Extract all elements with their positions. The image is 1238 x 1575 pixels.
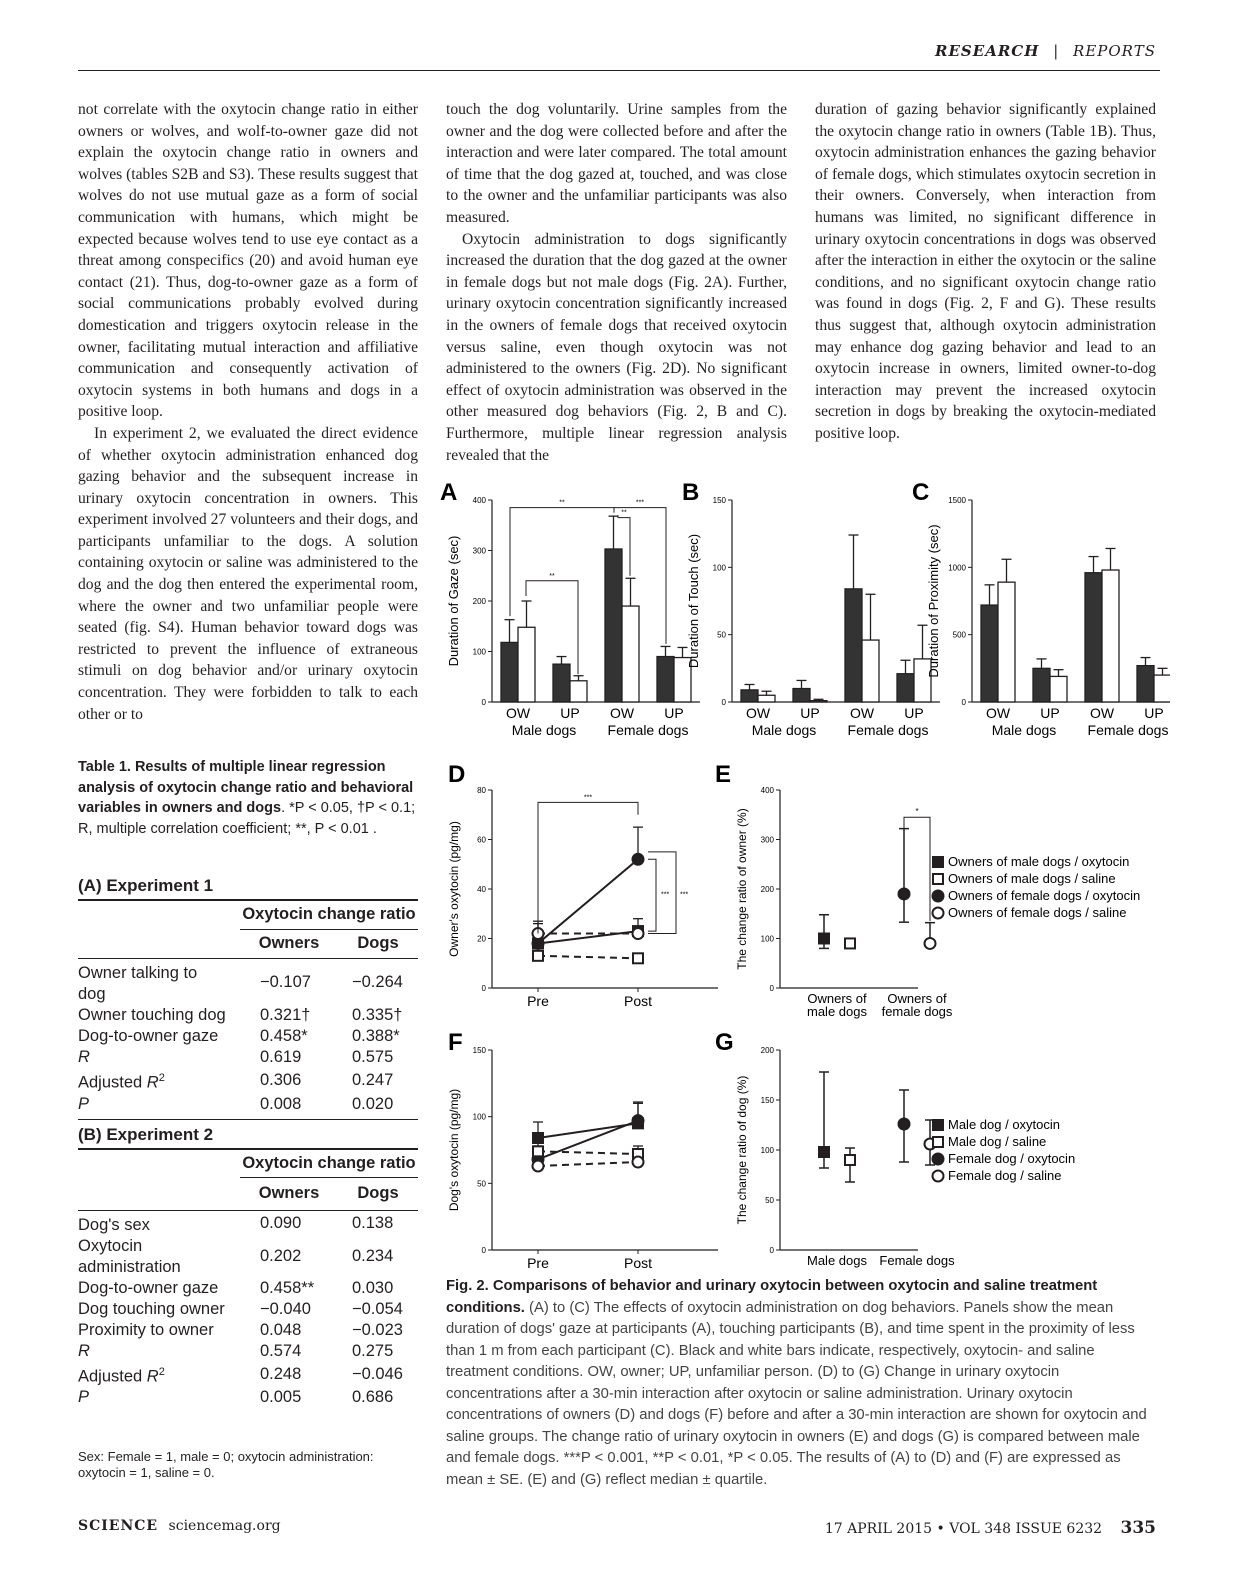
bar-oxytocin bbox=[981, 605, 998, 702]
y-axis-label: Duration of Touch (sec) bbox=[686, 533, 701, 669]
bar-oxytocin bbox=[1085, 573, 1102, 702]
data-point bbox=[819, 1147, 829, 1157]
y-tick-label: 200 bbox=[472, 597, 486, 606]
bar-oxytocin bbox=[1033, 668, 1050, 702]
panel-letter-c: C bbox=[912, 479, 930, 506]
x-tick-label: OW bbox=[745, 705, 771, 721]
bar-oxytocin bbox=[605, 549, 622, 702]
paragraph: not correlate with the oxytocin change ratio in either owners or wolves, and wolf-to-owner gaze did not explain the oxytocin change ratio in owners and wolves (tables S2B and S3). These results suggest that wolves do not use mutual gaze as a form of social communication with humans, which might be expected because wolves tend to use eye contact as a threat among conspecifics (20) and avoid human eye contact (21). Thus, dog-to-owner gaze as a form of social communications probably evolved during domestication and triggers oxytocin release in the owner, facilitating mutual interaction and affiliative communication and consequently activation of oxytocin systems in both humans and dogs in a positive loop. bbox=[78, 101, 418, 421]
bar-saline bbox=[862, 640, 879, 702]
cell-dogs: 0.388* bbox=[352, 1027, 400, 1045]
legend-marker bbox=[933, 857, 943, 867]
y-tick-label: 1000 bbox=[948, 563, 966, 573]
significance-marker: ** bbox=[559, 499, 565, 507]
table-row bbox=[78, 1094, 418, 1115]
cell-owners: 0.202 bbox=[260, 1247, 302, 1265]
row-label: Owner talking to dog bbox=[78, 964, 198, 1003]
significance-marker: *** bbox=[635, 499, 645, 507]
figure-2 bbox=[440, 470, 1170, 1275]
cell-dogs: 0.247 bbox=[352, 1071, 394, 1090]
legend-marker bbox=[933, 1154, 944, 1165]
bar-oxytocin bbox=[1137, 666, 1154, 702]
y-tick-label: 200 bbox=[760, 885, 774, 894]
y-tick-label: 0 bbox=[769, 984, 774, 993]
cell-dogs: −0.023 bbox=[352, 1320, 403, 1339]
table-row bbox=[78, 1047, 418, 1068]
data-point bbox=[845, 1155, 855, 1165]
cell-dogs: 0.020 bbox=[352, 1094, 394, 1113]
cell-dogs: −0.046 bbox=[352, 1364, 403, 1383]
cell-owners: 0.048 bbox=[260, 1320, 302, 1339]
y-tick-label: 400 bbox=[760, 786, 774, 795]
page-number: 335 bbox=[1120, 1518, 1156, 1538]
table-row bbox=[78, 1236, 418, 1278]
table-footnote: Sex: Female = 1, male = 0; oxytocin administration: oxytocin = 1, saline = 0. bbox=[78, 1449, 374, 1480]
y-tick-label: 0 bbox=[481, 1246, 486, 1255]
table-caption bbox=[78, 757, 418, 839]
group-label: Female dogs bbox=[847, 722, 929, 738]
significance-bracket bbox=[904, 817, 930, 921]
data-point bbox=[925, 938, 936, 949]
paragraph: In experiment 2, we evaluated the direct evidence of whether oxytocin administration enhanced dog gazing behavior and the subsequent increase in urinary oxytocin concentration in owners. This experiment involved 27 volunteers and their dogs, and participants unfamiliar to the dogs. A solution containing oxytocin or saline was administered to the dog and the dog then entered the experimental room, where the owner and two unfamiliar people were seated (fig. S4). Human behavior toward dogs was restricted to prevent the influence of extraneous stimuli on dog behavior and/or urinary oxytocin concentration. They were forbidden to talk to each other or to bbox=[78, 424, 418, 723]
row-label: Oxytocin administration bbox=[78, 1236, 181, 1276]
figure-caption bbox=[446, 1276, 1158, 1491]
table-row bbox=[78, 959, 418, 1006]
bar-oxytocin bbox=[793, 689, 810, 702]
column-header-dogs: Dogs bbox=[338, 1178, 418, 1211]
data-point bbox=[845, 938, 855, 948]
table-row bbox=[78, 1210, 418, 1236]
row-label: Adjusted $R^2$ bbox=[78, 1365, 165, 1385]
table-section-title: (A) Experiment 1 bbox=[78, 876, 214, 895]
x-tick-label: UP bbox=[1040, 705, 1060, 721]
bar-saline bbox=[998, 582, 1015, 702]
y-tick-label: 100 bbox=[712, 563, 726, 573]
data-point bbox=[633, 1115, 644, 1126]
data-point bbox=[899, 1119, 910, 1130]
row-label: P bbox=[78, 1388, 90, 1406]
y-tick-label: 0 bbox=[961, 698, 966, 707]
data-point bbox=[819, 934, 829, 944]
cell-dogs: 0.686 bbox=[352, 1388, 394, 1406]
legend-label: Female dog / saline bbox=[948, 1168, 1062, 1183]
y-tick-label: 0 bbox=[769, 1246, 774, 1255]
cell-owners: 0.005 bbox=[260, 1388, 302, 1406]
table-group-header: Oxytocin change ratio bbox=[240, 1150, 418, 1178]
issue-info: 17 APRIL 2015 • VOL 348 ISSUE 6232 bbox=[824, 1521, 1103, 1537]
y-tick-label: 50 bbox=[717, 630, 726, 640]
y-tick-label: 100 bbox=[760, 934, 774, 944]
section-label: RESEARCH bbox=[935, 42, 1040, 60]
y-tick-label: 80 bbox=[477, 786, 486, 795]
row-label: P bbox=[78, 1094, 90, 1113]
cell-owners: 0.306 bbox=[260, 1071, 302, 1090]
legend-label: Owners of male dogs / oxytocin bbox=[948, 854, 1130, 869]
y-tick-label: 0 bbox=[721, 698, 726, 707]
table-row bbox=[78, 1362, 418, 1388]
text-column-3 bbox=[815, 99, 1156, 445]
panel-letter-e: E bbox=[715, 761, 732, 788]
table-row bbox=[78, 1278, 418, 1299]
bar-saline bbox=[622, 606, 639, 702]
table-section-title: (B) Experiment 2 bbox=[78, 1119, 418, 1148]
cell-dogs: 0.030 bbox=[352, 1278, 394, 1297]
row-label: Proximity to owner bbox=[78, 1320, 214, 1339]
significance-marker: ** bbox=[621, 509, 627, 517]
table-row bbox=[78, 1320, 418, 1341]
y-tick-label: 200 bbox=[760, 1046, 774, 1055]
legend-label: Owners of female dogs / oxytocin bbox=[948, 888, 1141, 903]
data-point bbox=[533, 951, 543, 961]
group-label: Male dogs bbox=[751, 722, 817, 738]
footer-journal bbox=[78, 1518, 281, 1534]
cell-dogs: −0.054 bbox=[352, 1299, 403, 1318]
y-tick-label: 60 bbox=[477, 835, 486, 845]
table-row bbox=[78, 1299, 418, 1320]
legend-marker bbox=[933, 1137, 943, 1147]
row-label: Adjusted $R^2$ bbox=[78, 1072, 165, 1092]
running-header bbox=[935, 42, 1156, 60]
footer-issue bbox=[825, 1518, 1156, 1538]
bar-oxytocin bbox=[657, 657, 674, 702]
x-tick-label: UP bbox=[800, 705, 820, 721]
y-tick-label: 300 bbox=[472, 546, 486, 556]
bar-oxytocin bbox=[553, 664, 570, 702]
y-tick-label: 500 bbox=[952, 630, 966, 640]
y-axis-label: Dog's oxytocin (pg/mg) bbox=[447, 1088, 461, 1212]
y-tick-label: 100 bbox=[472, 1112, 486, 1122]
legend-label: Female dog / oxytocin bbox=[948, 1151, 1076, 1166]
legend-label: Owners of male dogs / saline bbox=[948, 871, 1116, 886]
significance-bracket bbox=[648, 859, 656, 931]
y-axis-label: Owner's oxytocin (pg/mg) bbox=[447, 821, 461, 957]
cell-owners: 0.458* bbox=[260, 1027, 308, 1045]
group-label: Female dogs bbox=[607, 722, 689, 738]
header-rule bbox=[78, 70, 1160, 71]
data-point bbox=[533, 1146, 543, 1156]
paragraph: Oxytocin administration to dogs significantly increased the duration that the dog gazed at the owner in female dogs but not male dogs (Fig. 2A). Further, urinary oxytocin concentration significantly increased in the owners of female dogs that received oxytocin versus saline, even though oxytocin was not administered to the owners (Fig. 2D). No significant effect of oxytocin administration was observed in the other measured dog behaviors (Fig. 2, B and C). Furthermore, multiple linear regression analysis revealed that the bbox=[446, 230, 787, 464]
significance-marker: ** bbox=[549, 572, 555, 580]
bar-oxytocin bbox=[845, 589, 862, 702]
y-tick-label: 150 bbox=[760, 1096, 774, 1105]
x-tick-label: OW bbox=[609, 705, 635, 721]
significance-marker: *** bbox=[583, 794, 593, 802]
bar-oxytocin bbox=[741, 690, 758, 702]
row-label: Dog touching owner bbox=[78, 1299, 225, 1318]
row-label: Owner touching dog bbox=[78, 1006, 226, 1024]
cell-owners: 0.619 bbox=[260, 1048, 302, 1066]
significance-marker: * bbox=[915, 807, 919, 817]
column-header-owners: Owners bbox=[240, 929, 338, 959]
table-1 bbox=[78, 873, 418, 1408]
cell-owners: 0.090 bbox=[260, 1213, 302, 1232]
x-tick-label: UP bbox=[904, 705, 924, 721]
y-tick-label: 300 bbox=[760, 835, 774, 845]
x-tick-label: Male dogs bbox=[807, 1253, 867, 1268]
x-tick-label: Pre bbox=[527, 993, 549, 1009]
cell-dogs: 0.575 bbox=[352, 1048, 394, 1066]
legend-marker bbox=[933, 1171, 944, 1182]
text-column-1 bbox=[78, 99, 418, 725]
figure-caption-text: (A) to (C) The effects of oxytocin administration on dog behaviors. Panels show the mean duration of dogs' gaze at participants (A), touching participants (B), and time spent in the proximity of less than 1 m from each participant (C). Black and white bars indicate, respectively, oxytocin- and saline treatment conditions. OW, owner; UP, unfamiliar person. (D) to (G) Change in urinary oxytocin concentrations after a 30-min interaction after oxytocin or saline administration. Urinary oxytocin concentrations of owners (D) and dogs (F) before and after a 30-min interaction are shown for oxytocin and saline groups. The change ratio of urinary oxytocin in owners (E) and dogs (G) is compared between male and female dogs. ***P < 0.001, **P < 0.01, *P < 0.05. The results of (A) to (D) and (F) are expressed as mean ± SE. (E) and (G) reflect median ± quartile. bbox=[446, 1299, 1147, 1488]
bar-saline bbox=[1154, 675, 1170, 702]
y-tick-label: 150 bbox=[472, 1046, 486, 1055]
legend-marker bbox=[933, 908, 944, 919]
column-header-dogs: Dogs bbox=[338, 929, 418, 959]
x-tick-label: OW bbox=[505, 705, 531, 721]
x-tick-label: Owners of bbox=[887, 991, 947, 1006]
y-tick-label: 0 bbox=[481, 984, 486, 993]
cell-dogs: 0.138 bbox=[352, 1213, 394, 1232]
cell-owners: −0.040 bbox=[260, 1299, 311, 1318]
table-caption-title: Table 1. Results of multiple linear regression analysis of oxytocin change ratio and behavioral variables in owners and dogs bbox=[78, 759, 414, 816]
data-point bbox=[533, 1133, 543, 1143]
y-tick-label: 50 bbox=[765, 1196, 774, 1205]
y-axis-label: The change ratio of dog (%) bbox=[735, 1075, 749, 1225]
panel-letter-a: A bbox=[440, 479, 458, 506]
group-label: Male dogs bbox=[991, 722, 1057, 738]
x-tick-label: OW bbox=[1089, 705, 1115, 721]
significance-marker: *** bbox=[680, 891, 689, 899]
panel-letter-g: G bbox=[715, 1029, 734, 1056]
panel-letter-d: D bbox=[448, 761, 466, 788]
journal-name: SCIENCE bbox=[78, 1518, 159, 1534]
cell-dogs: −0.264 bbox=[352, 972, 403, 991]
panel-letter-f: F bbox=[448, 1029, 463, 1056]
bar-saline bbox=[1050, 676, 1067, 702]
data-point bbox=[633, 928, 644, 939]
y-tick-label: 50 bbox=[477, 1179, 486, 1189]
table-experiment-2 bbox=[78, 1150, 418, 1409]
table-experiment-1 bbox=[78, 901, 418, 1115]
data-point bbox=[633, 1157, 644, 1168]
x-tick-label: OW bbox=[849, 705, 875, 721]
y-tick-label: 400 bbox=[472, 496, 486, 505]
group-label: Male dogs bbox=[511, 722, 577, 738]
data-point bbox=[633, 854, 644, 865]
cell-owners: 0.574 bbox=[260, 1341, 302, 1360]
bar-saline bbox=[810, 701, 827, 702]
x-tick-label: female dogs bbox=[881, 1004, 953, 1019]
x-tick-label: Owners of bbox=[807, 991, 867, 1006]
group-label: Female dogs bbox=[1087, 722, 1169, 738]
x-tick-label: UP bbox=[664, 705, 684, 721]
table-row bbox=[78, 1341, 418, 1362]
x-tick-label: UP bbox=[1144, 705, 1164, 721]
panel-letter-b: B bbox=[682, 479, 700, 506]
legend-label: Male dog / saline bbox=[948, 1134, 1047, 1149]
series-line bbox=[538, 859, 638, 943]
cell-owners: −0.107 bbox=[260, 972, 311, 991]
data-point bbox=[899, 888, 910, 899]
significance-marker: *** bbox=[661, 891, 670, 899]
x-tick-label: Female dogs bbox=[879, 1253, 955, 1268]
y-tick-label: 100 bbox=[472, 647, 486, 657]
cell-dogs: 0.275 bbox=[352, 1341, 394, 1360]
row-label: R bbox=[78, 1341, 90, 1360]
y-tick-label: 1500 bbox=[948, 496, 966, 505]
y-tick-label: 150 bbox=[712, 496, 726, 505]
cell-owners: 0.008 bbox=[260, 1094, 302, 1113]
y-tick-label: 100 bbox=[760, 1146, 774, 1155]
legend-marker bbox=[933, 891, 944, 902]
series-line bbox=[538, 1162, 638, 1166]
legend-label: Owners of female dogs / saline bbox=[948, 905, 1127, 920]
series-line bbox=[538, 956, 638, 958]
x-tick-label: Post bbox=[623, 1255, 653, 1271]
x-tick-label: UP bbox=[560, 705, 580, 721]
x-tick-label: Pre bbox=[527, 1255, 549, 1271]
table-caption-text: . *P < 0.05, †P < 0.1; R, multiple correlation coefficient; **, P < 0.01 . bbox=[78, 800, 416, 837]
column-header-owners: Owners bbox=[240, 1178, 338, 1211]
row-label: R bbox=[78, 1048, 90, 1066]
bar-oxytocin bbox=[501, 642, 518, 702]
row-label: Dog-to-owner gaze bbox=[78, 1278, 219, 1297]
table-row bbox=[78, 1068, 418, 1094]
significance-bracket bbox=[538, 802, 638, 933]
row-label: Dog-to-owner gaze bbox=[78, 1027, 219, 1045]
y-tick-label: 40 bbox=[477, 885, 486, 894]
journal-site: sciencemag.org bbox=[168, 1518, 281, 1534]
y-tick-label: 20 bbox=[477, 934, 486, 944]
text-column-2 bbox=[446, 99, 787, 466]
data-point bbox=[533, 1161, 544, 1172]
cell-owners: 0.458** bbox=[260, 1278, 315, 1297]
x-tick-label: OW bbox=[985, 705, 1011, 721]
y-axis-label: Duration of Proximity (sec) bbox=[926, 524, 941, 678]
bar-saline bbox=[570, 681, 587, 702]
significance-bracket bbox=[510, 508, 614, 617]
table-row bbox=[78, 1026, 418, 1047]
y-axis-label: Duration of Gaze (sec) bbox=[446, 535, 461, 667]
cell-owners: 0.248 bbox=[260, 1364, 302, 1383]
legend-marker bbox=[933, 874, 943, 884]
header-separator: | bbox=[1053, 42, 1060, 60]
bar-saline bbox=[518, 627, 535, 702]
legend-marker bbox=[933, 1120, 943, 1130]
paragraph: touch the dog voluntarily. Urine samples from the owner and the dog were collected before and after the interaction and were later compared. The total amount of time that the dog gazed at, touched, and was close to the owner and the unfamiliar participants was also measured. bbox=[446, 101, 787, 226]
table-group-header: Oxytocin change ratio bbox=[240, 901, 418, 929]
cell-dogs: 0.234 bbox=[352, 1247, 394, 1265]
bar-saline bbox=[758, 695, 775, 702]
bar-saline bbox=[1102, 570, 1119, 702]
x-tick-label: male dogs bbox=[807, 1004, 867, 1019]
table-row bbox=[78, 1387, 418, 1408]
paragraph: duration of gazing behavior significantly explained the oxytocin change ratio in owners (Table 1B). Thus, oxytocin administration enhances the gazing behavior of female dogs, which stimulates oxytocin secretion in their owners. Conversely, when interaction from humans was limited, no significant difference in urinary oxytocin concentrations in dogs was observed after the interaction in either the oxytocin or the saline conditions, and no significant oxytocin change ratio was found in dogs (Fig. 2, F and G). These results thus suggest that, although oxytocin administration may enhance dog gazing behavior and lead to an oxytocin increase in owners, limited owner-to-dog interaction may prevent the increased oxytocin secretion in dogs by breaking the oxytocin-mediated positive loop. bbox=[815, 101, 1156, 442]
legend-label: Male dog / oxytocin bbox=[948, 1117, 1061, 1132]
y-tick-label: 0 bbox=[481, 698, 486, 707]
data-point bbox=[633, 953, 643, 963]
subsection-label: REPORTS bbox=[1073, 42, 1156, 60]
cell-owners: 0.321† bbox=[260, 1006, 311, 1024]
figure-caption-title: Fig. 2. Comparisons of behavior and urinary oxytocin between oxytocin and saline treatment conditions. bbox=[446, 1278, 1098, 1316]
bar-oxytocin bbox=[897, 674, 914, 702]
x-tick-label: Post bbox=[623, 993, 653, 1009]
cell-dogs: 0.335† bbox=[352, 1006, 403, 1024]
row-label: Dog's sex bbox=[78, 1215, 150, 1234]
y-axis-label: The change ratio of owner (%) bbox=[735, 808, 749, 970]
table-row bbox=[78, 1005, 418, 1026]
